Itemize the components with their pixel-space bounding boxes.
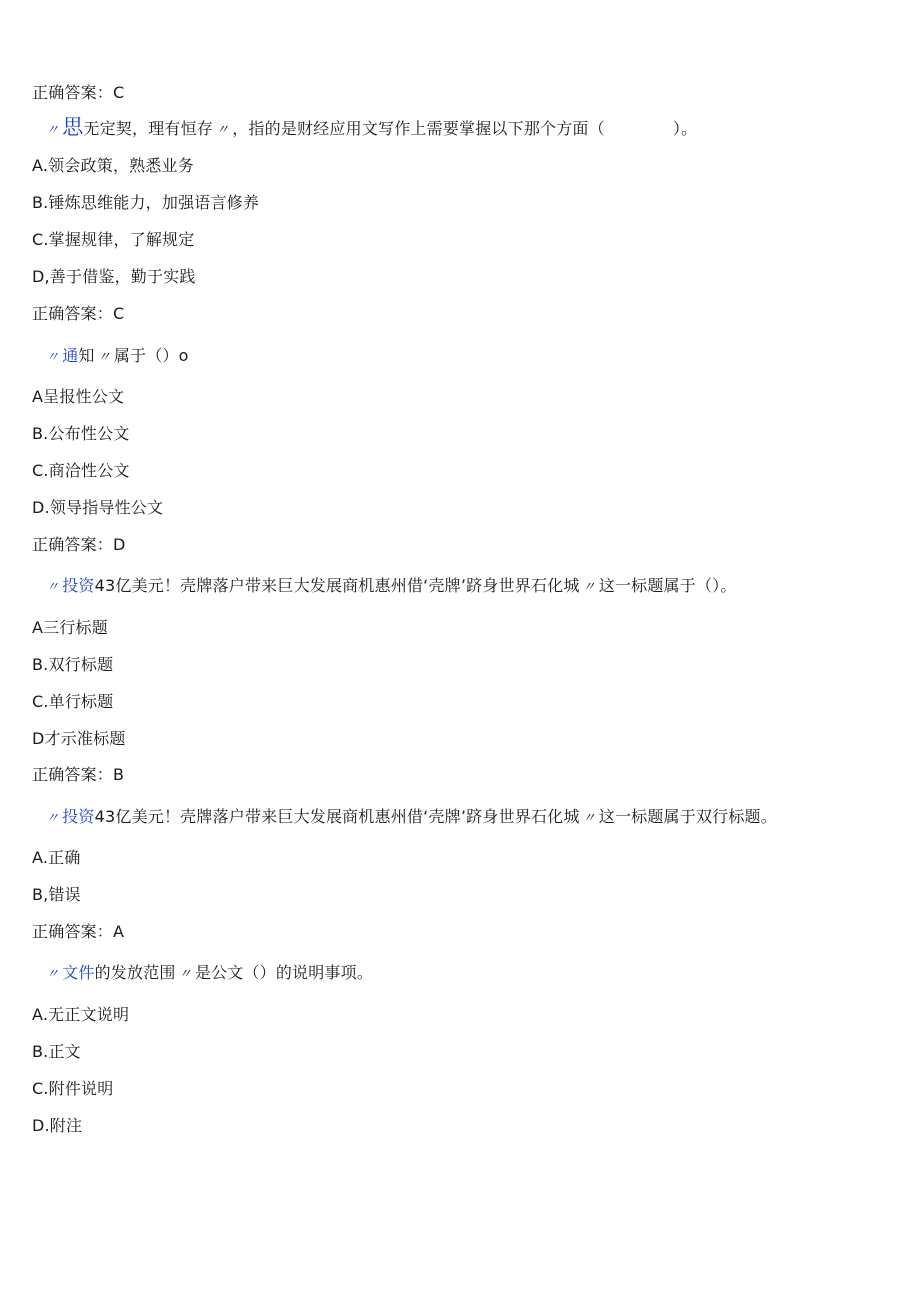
question-text: 43亿美元！壳牌落户带来巨大发展商机惠州借‘壳牌’跻身世界石化城 (94, 807, 580, 826)
option-item: A.领会政策，熟悉业务 (32, 156, 194, 175)
question-1 (46, 116, 697, 142)
option-item: D.附注 (32, 1116, 83, 1135)
option-item: C.商洽性公文 (32, 461, 130, 480)
close-quote-mark: 〃 (216, 123, 230, 138)
option-item: A三行标题 (32, 618, 108, 637)
question-3 (46, 575, 737, 599)
option-item: B.公布性公文 (32, 424, 130, 443)
answer-line: 正确答案：C (32, 83, 125, 102)
open-quote-mark: 〃 (46, 350, 60, 365)
question-text: 知 (78, 346, 95, 365)
highlighted-word: 文件 (62, 963, 95, 982)
question-text: ，指的是财经应用文写作上需要掌握以下那个方面（ (232, 119, 605, 138)
option-item: A.正确 (32, 848, 81, 867)
option-item: D才示准标题 (32, 729, 126, 748)
open-quote-mark: 〃 (46, 811, 60, 826)
close-quote-mark: 〃 (97, 350, 111, 365)
option-item: B.锤炼思维能力，加强语言修养 (32, 193, 260, 212)
option-item: C.掌握规律，了解规定 (32, 230, 195, 249)
highlighted-word: 投资 (62, 576, 95, 595)
answer-line: 正确答案：D (32, 535, 126, 554)
option-item: C.附件说明 (32, 1079, 114, 1098)
answer-line: 正确答案：B (32, 765, 125, 784)
option-item: B,错误 (32, 885, 81, 904)
option-item: B.正文 (32, 1042, 81, 1061)
answer-line: 正确答案：C (32, 304, 125, 323)
option-item: D,善于借鉴，勤于实践 (32, 267, 196, 286)
question-text: 属于（）o (113, 346, 189, 365)
close-quote-mark: 〃 (178, 967, 192, 982)
option-item: D.领导指导性公文 (32, 498, 164, 517)
answer-line: 正确答案：A (32, 922, 125, 941)
question-text: 43亿美元！壳牌落户带来巨大发展商机惠州借‘壳牌’跻身世界石化城 (94, 576, 580, 595)
close-quote-mark: 〃 (582, 580, 596, 595)
question-text: 的发放范围 (94, 963, 176, 982)
option-item: C.单行标题 (32, 692, 114, 711)
question-text: 是公文（）的说明事项。 (194, 963, 374, 982)
question-text: 这一标题属于双行标题。 (598, 807, 777, 826)
question-text: 无定契，理有恒存 (83, 119, 214, 138)
question-4 (46, 806, 777, 830)
open-quote-mark: 〃 (46, 580, 60, 595)
open-quote-mark: 〃 (46, 123, 60, 138)
option-item: A.无正文说明 (32, 1005, 130, 1024)
open-quote-mark: 〃 (46, 967, 60, 982)
highlighted-word: 通 (62, 346, 79, 365)
option-item: A呈报性公文 (32, 387, 125, 406)
question-5 (46, 962, 373, 986)
option-item: B.双行标题 (32, 655, 114, 674)
highlighted-word: 思 (62, 115, 84, 139)
question-2 (46, 345, 189, 369)
question-text: ）。 (672, 119, 698, 138)
question-text: 这一标题属于（）。 (598, 576, 737, 595)
highlighted-word: 投资 (62, 807, 95, 826)
close-quote-mark: 〃 (582, 811, 596, 826)
